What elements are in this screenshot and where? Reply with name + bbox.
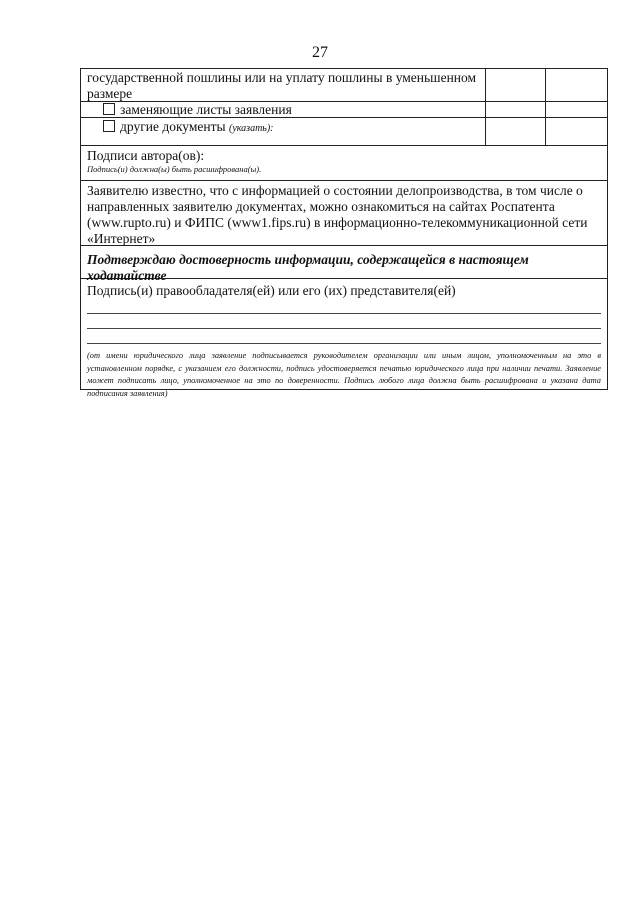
authors-signature-label: Подписи автора(ов): — [87, 148, 205, 163]
other-documents-checkbox[interactable] — [103, 120, 115, 132]
signature-line[interactable] — [87, 299, 601, 314]
confirmation-text: Подтверждаю достоверность информации, содержащейся в настоящем ходатайстве — [87, 252, 529, 283]
signature-line[interactable] — [87, 329, 601, 344]
replacement-sheets-checkbox[interactable] — [103, 103, 115, 115]
option-replacement-sheets[interactable]: заменяющие листы заявления — [103, 102, 292, 118]
option-other-documents[interactable]: другие документы (указать): — [103, 119, 274, 137]
fee-text: государственной пошлины или на уплату пошлины в уменьшенном размере — [87, 70, 477, 101]
authors-signature-section — [81, 146, 607, 181]
fee-documents-block — [81, 69, 607, 146]
column-divider — [545, 69, 546, 145]
signature-line[interactable] — [87, 314, 601, 329]
holder-signature-note: (от имени юридического лица заявление подписывается руководителем организации или иным лицом, уполномоченным на это в установленном порядке, с указанием его должности, подпись удостоверяется печатью юридического лица при наличии печати. Заявление может подписать лицо, уполномоченное на это по доверенности. Подпись любого лица должна быть расшифрована и указана дата подписания заявления) — [87, 351, 601, 398]
petition-form — [80, 68, 608, 398]
page-number: 27 — [312, 44, 328, 61]
holder-signature-section — [81, 279, 607, 398]
authors-signature-note: Подпись(и) должна(ы) быть расшифрована(ы). — [87, 164, 262, 174]
confirmation-section — [81, 246, 607, 283]
column-divider — [485, 69, 486, 145]
info-notice: Заявителю известно, что с информацией о состоянии делопроизводства, в том числе о направленных заявителю документах, можно ознакомиться на сайтах Роспатента (www.rupto.ru) и ФИПС (www1.fips.ru) в информационно-телекоммуникационной сети «Интернет» — [81, 181, 607, 246]
holder-signature-label: Подпись(и) правообладателя(ей) или его (их) представителя(ей) — [87, 283, 456, 298]
